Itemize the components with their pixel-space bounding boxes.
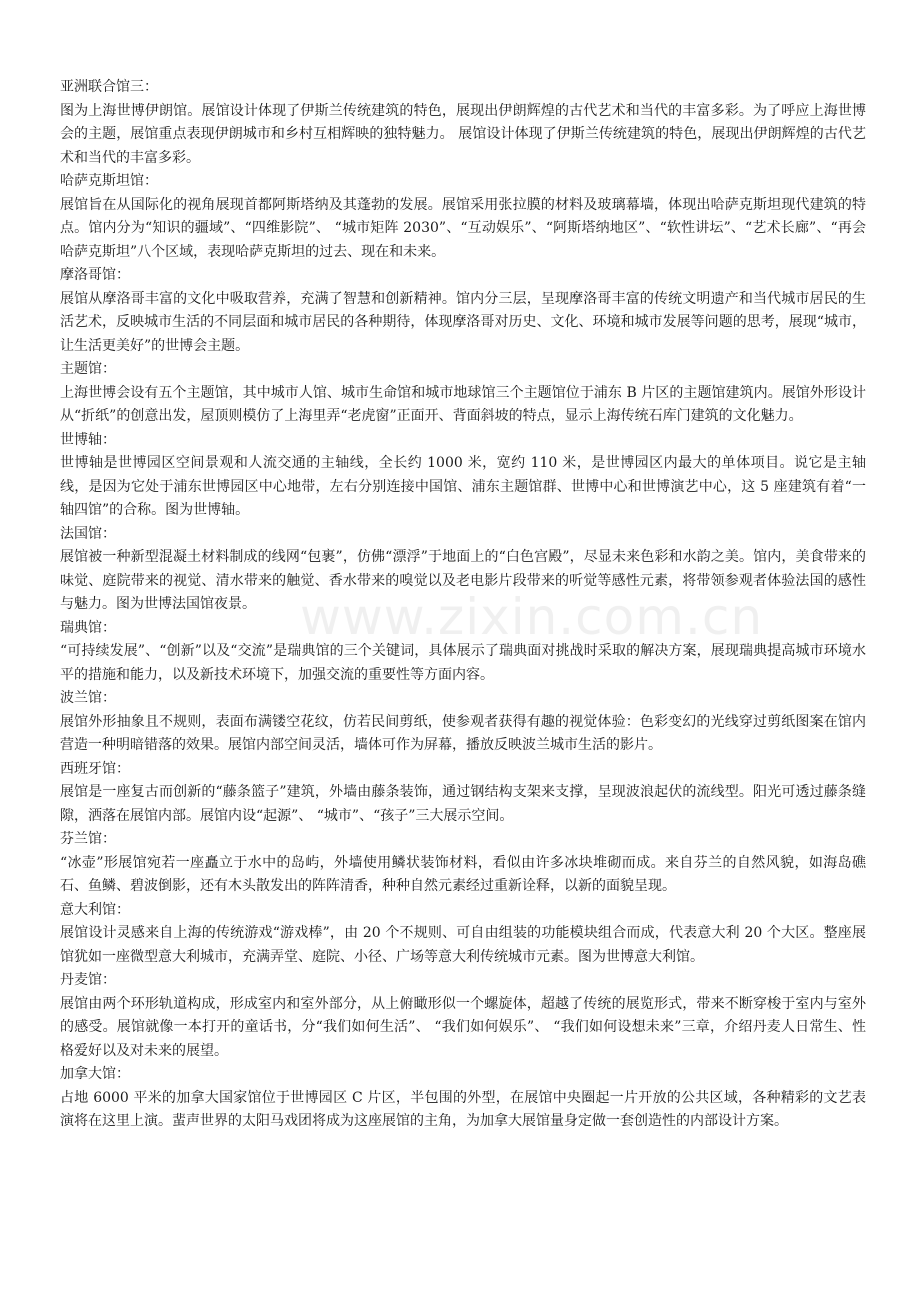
section-heading: 世博轴： xyxy=(60,431,116,448)
section-body: 展馆是一座复古而创新的“藤条篮子”建筑，外墙由藤条装饰，通过钢结构支架来支撑，呈现波浪起伏的流线型。阳光可透过藤条缝隙，洒落在展馆内部。展馆内设“起源”、 “城市”、“孩子”三大展示空间。 xyxy=(60,784,866,824)
section-heading: 西班牙馆： xyxy=(60,760,130,777)
section-heading: 加拿大馆： xyxy=(60,1066,130,1082)
section-heading: 丹麦馆： xyxy=(60,972,116,988)
section-heading: 瑞典馆： xyxy=(60,619,116,636)
section-heading: 波兰馆： xyxy=(60,690,116,706)
section-body: 展馆被一种新型混凝土材料制成的线网“包裹”，仿佛“漂浮”于地面上的“白色宫殿”，尽显未来色彩和水韵之美。馆内，美食带来的味觉、庭院带来的视觉、清水带来的触觉、香水带来的嗅觉以及老电影片段带来的听觉等感性元素，将带领参观者体验法国的感性与魅力。图为世博法国馆夜景。 xyxy=(60,549,866,612)
section-body: 占地 6000 平米的加拿大国家馆位于世博园区 C 片区，半包围的外型，在展馆中央圈起一片开放的公共区域，各种精彩的文艺表演将在这里上演。蜚声世界的太阳马戏团将成为这座展馆的主角，为加拿大展馆量身定做一套创造性的内部设计方案。 xyxy=(60,1089,866,1129)
section-heading: 哈萨克斯坦馆： xyxy=(60,173,158,189)
section-body: “可持续发展”、“创新”以及“交流”是瑞典馆的三个关键词，具体展示了瑞典面对挑战时采取的解决方案，展现瑞典提高城市环境水平的措施和能力，以及新技术环境下，加强交流的重要性等方面内容。 xyxy=(60,643,866,683)
section-heading: 主题馆： xyxy=(60,361,116,377)
document-page xyxy=(60,76,866,1134)
section-body: 上海世博会设有五个主题馆，其中城市人馆、城市生命馆和城市地球馆三个主题馆位于浦东 B 片区的主题馆建筑内。展馆外形设计从“折纸”的创意出发，屋顶则模仿了上海里弄“老虎窗”正面开、背面斜坡的特点，显示上海传统石库门建筑的文化魅力。 xyxy=(60,384,866,424)
section-body: “冰壶”形展馆宛若一座矗立于水中的岛屿，外墙使用鳞状装饰材料，看似由许多冰块堆砌而成。来自芬兰的自然风貌，如海岛礁石、鱼鳞、碧波倒影，还有木头散发出的阵阵清香，种种自然元素经过重新诠释，以新的面貌呈现。 xyxy=(60,854,866,894)
section-heading: 意大利馆： xyxy=(60,901,130,918)
section-france-pavilion xyxy=(60,523,866,617)
section-spain-pavilion xyxy=(60,758,866,829)
section-theme-pavilion xyxy=(60,358,866,429)
section-body: 展馆从摩洛哥丰富的文化中吸取营养，充满了智慧和创新精神。馆内分三层，呈现摩洛哥丰富的传统文明遗产和当代城市居民的生活艺术，反映城市生活的不同层面和城市居民的各种期待，体现摩洛哥对历史、文化、环境和城市发展等问题的思考，展现“城市，让生活更美好”的世博会主题。 xyxy=(60,290,866,354)
section-body: 展馆外形抽象且不规则，表面布满镂空花纹，仿若民间剪纸，使参观者获得有趣的视觉体验：色彩变幻的光线穿过剪纸图案在馆内营造一种明暗错落的效果。展馆内部空间灵活，墙体可作为屏幕，播放反映波兰城市生活的影片。 xyxy=(60,713,866,753)
section-italy-pavilion xyxy=(60,899,866,970)
section-sweden-pavilion xyxy=(60,617,866,688)
section-heading: 摩洛哥馆： xyxy=(60,267,130,283)
section-poland-pavilion xyxy=(60,687,866,758)
section-body: 世博轴是世博园区空间景观和人流交通的主轴线，全长约 1000 米，宽约 110 米，是世博园区内最大的单体项目。说它是主轴线，是因为它处于浦东世博园区中心地带，左右分别连接中国馆、浦东主题馆群、世博中心和世博演艺中心，这 5 座建筑有着“一轴四馆”的合称。图为世博轴。 xyxy=(60,455,866,518)
section-asia-joint-pavilion-3 xyxy=(60,76,866,170)
section-body: 展馆设计灵感来自上海的传统游戏“游戏棒”，由 20 个不规则、可自由组装的功能模块组合而成，代表意大利 20 个大区。整座展馆犹如一座微型意大利城市，充满弄堂、庭院、小径、广场等意大利传统城市元素。图为世博意大利馆。 xyxy=(60,925,866,965)
section-body: 展馆旨在从国际化的视角展现首都阿斯塔纳及其蓬勃的发展。展馆采用张拉膜的材料及玻璃幕墙，体现出哈萨克斯坦现代建筑的特点。馆内分为“知识的疆域”、“四维影院”、 “城市矩阵 2030”、“互动娱乐”、“阿斯塔纳地区”、“软性讲坛”、“艺术长廊”、“再会哈萨克斯坦”八个区域，表现哈萨克斯坦的过去、现在和未来。 xyxy=(60,196,866,260)
section-canada-pavilion xyxy=(60,1063,866,1134)
section-kazakhstan-pavilion xyxy=(60,170,866,264)
section-heading: 法国馆： xyxy=(60,525,116,542)
section-morocco-pavilion xyxy=(60,264,866,358)
section-denmark-pavilion xyxy=(60,969,866,1063)
section-body: 图为上海世博伊朗馆。展馆设计体现了伊斯兰传统建筑的特色，展现出伊朗辉煌的古代艺术和当代的丰富多彩。为了呼应上海世博会的主题，展馆重点表现伊朗城市和乡村互相辉映的独特魅力。 展馆设计体现了伊斯兰传统建筑的特色，展现出伊朗辉煌的古代艺术和当代的丰富多彩。 xyxy=(60,102,866,166)
section-finland-pavilion xyxy=(60,828,866,899)
watermark-text: www.zixin.com.cn xyxy=(300,588,764,646)
section-heading: 芬兰馆： xyxy=(60,831,116,847)
section-body: 展馆由两个环形轨道构成，形成室内和室外部分，从上俯瞰形似一个螺旋体，超越了传统的展览形式，带来不断穿梭于室内与室外的感受。展馆就像一本打开的童话书，分“我们如何生活”、 “我们如何娱乐”、 “我们如何设想未来”三章，介绍丹麦人日常生、性格爱好以及对未来的展望。 xyxy=(60,995,866,1059)
section-expo-axis xyxy=(60,429,866,523)
section-heading: 亚洲联合馆三： xyxy=(60,79,158,95)
